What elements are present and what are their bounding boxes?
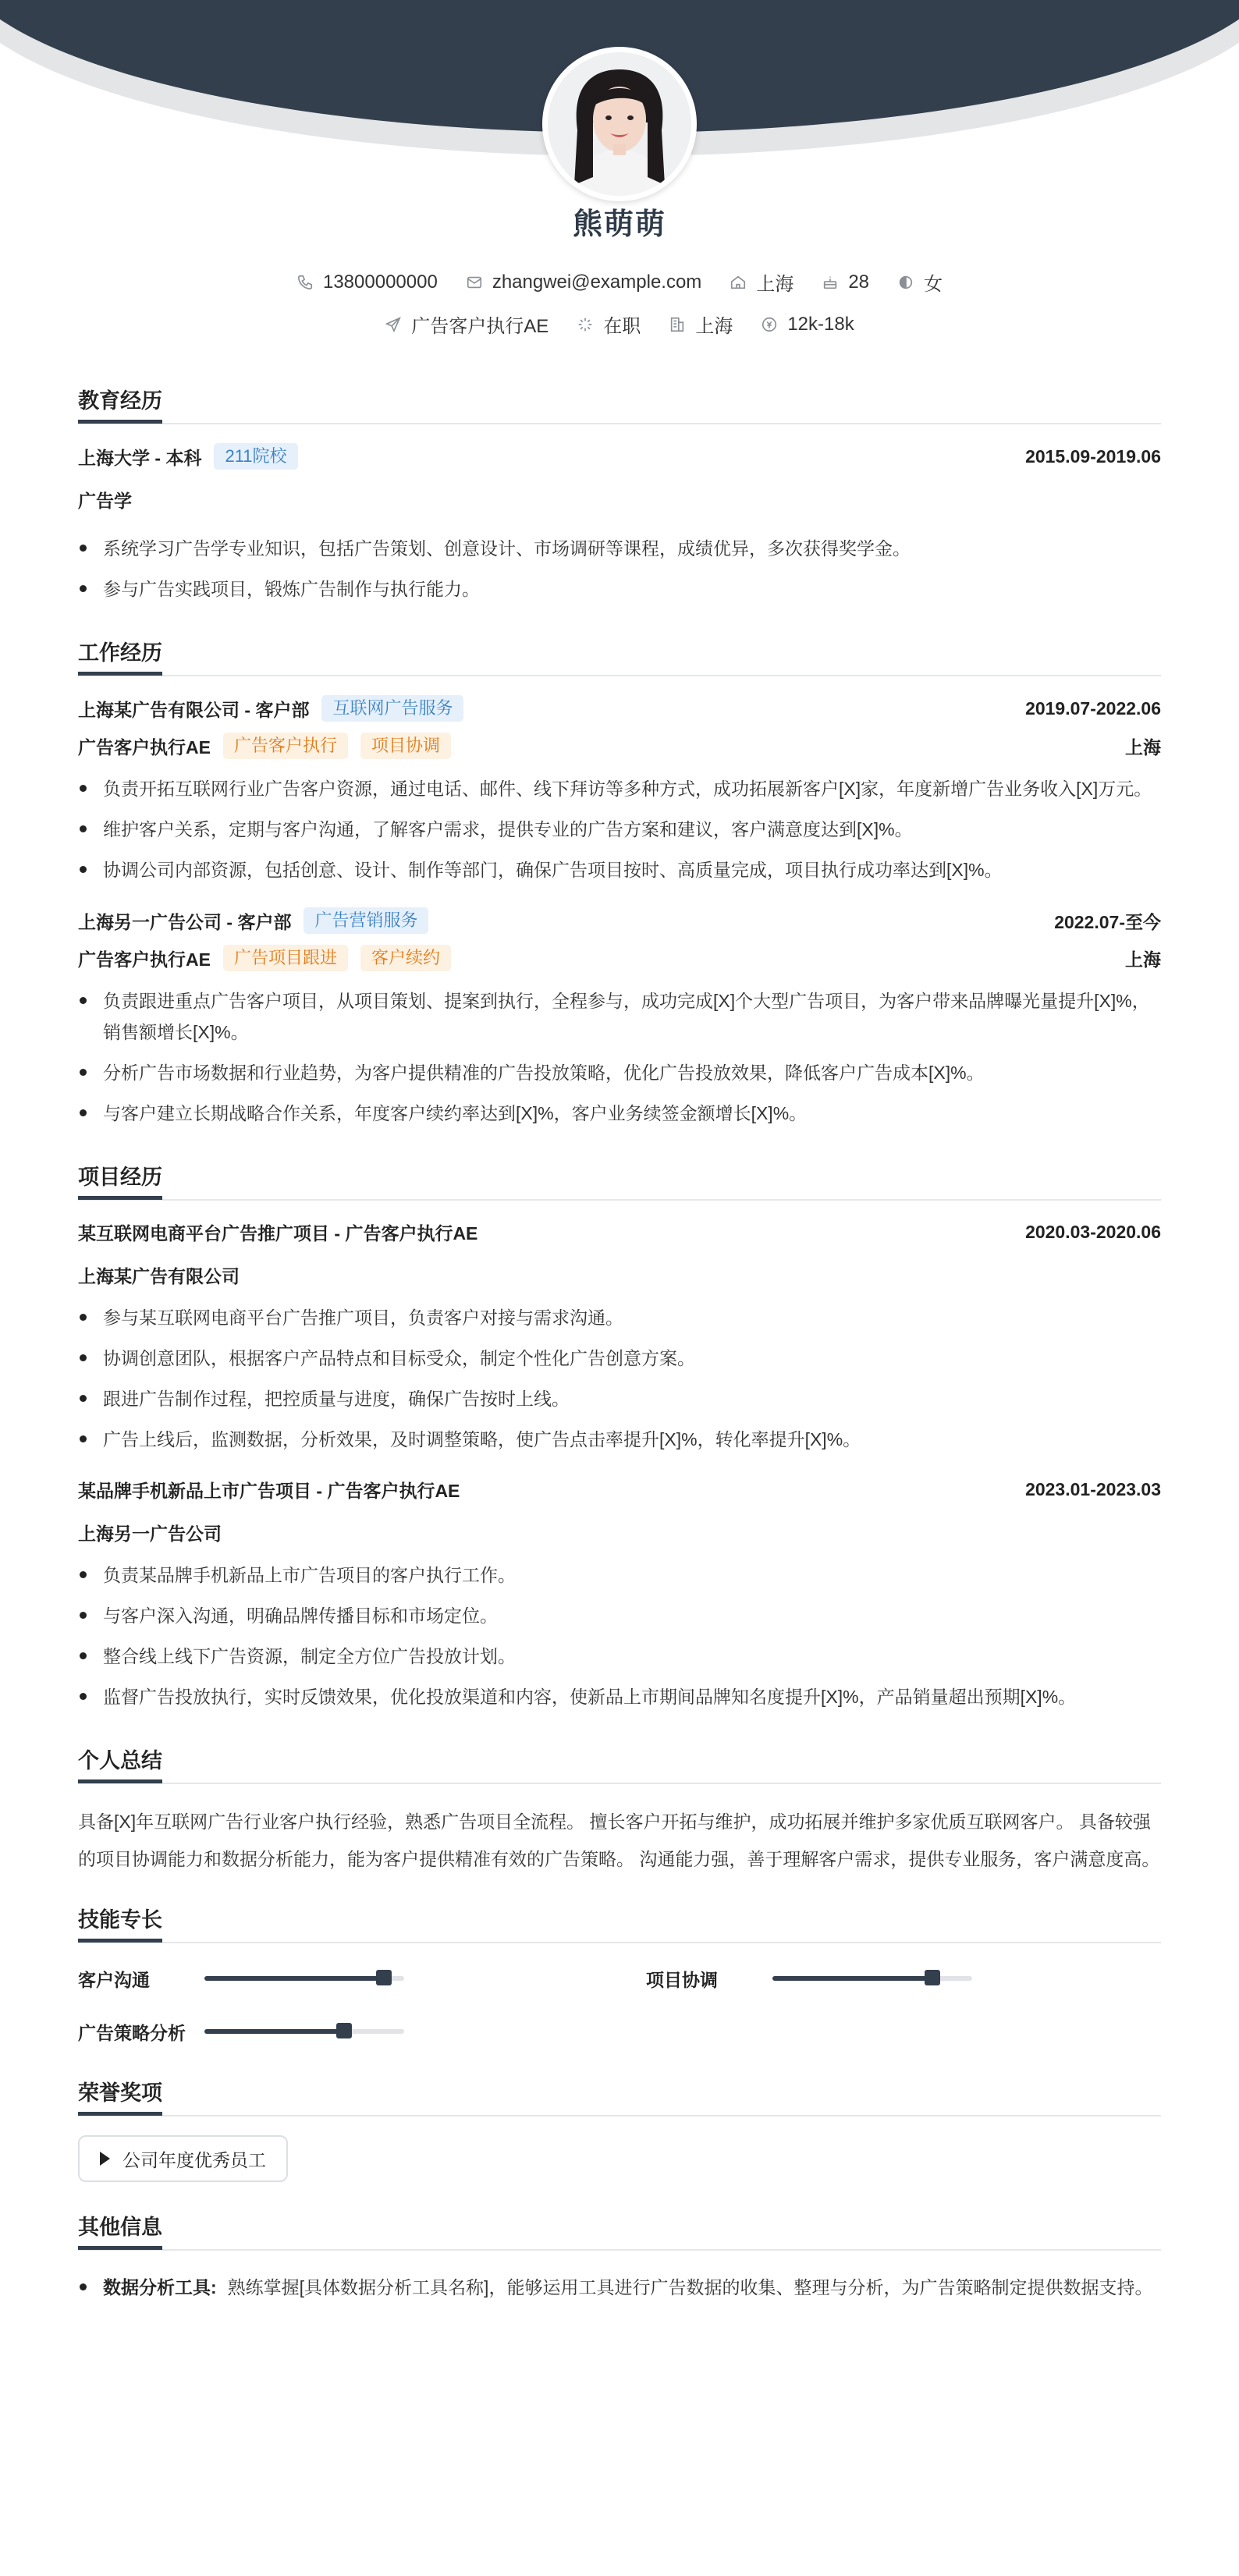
role-tag: 客户续约 (360, 945, 451, 971)
phone-icon (296, 274, 314, 291)
candidate-name: 熊萌萌 (572, 208, 666, 241)
entry-period: 2015.09-2019.06 (1025, 445, 1161, 467)
role-name: 广告客户执行AE (78, 736, 211, 758)
play-icon (100, 2152, 110, 2166)
project-entry (78, 1477, 1161, 1712)
list-item: 负责开拓互联网行业广告客户资源，通过电话、邮件、线下拜访等多种方式，成功拓展新客户[X]家，年度新增广告业务收入[X]万元。 (78, 773, 1161, 804)
skill-fill (204, 1976, 384, 1981)
list-item: 参与广告实践项目，锻炼广告制作与执行能力。 (78, 573, 1161, 605)
bullet-list (78, 1302, 1161, 1455)
award-badge (78, 2135, 288, 2182)
industry-tag: 互联网广告服务 (321, 695, 463, 722)
position-info (385, 310, 548, 338)
role-row (78, 945, 1161, 971)
position-text: 广告客户执行AE (411, 316, 549, 337)
award-text: 公司年度优秀员工 (122, 2149, 266, 2170)
status-info (577, 310, 641, 338)
skill-knob (925, 1970, 940, 1985)
awards-section (78, 2074, 1161, 2182)
location: 上海 (1125, 736, 1161, 758)
entry-period: 2023.01-2023.03 (1025, 1479, 1161, 1499)
list-item: 与客户建立长期战略合作关系，年度客户续约率达到[X]%，客户业务续签金额增长[X]%。 (78, 1098, 1161, 1129)
work-entry (78, 695, 1161, 885)
role-tag: 广告客户执行 (223, 733, 348, 759)
role-name: 广告客户执行AE (78, 949, 211, 970)
other-value: 熟练掌握[具体数据分析工具名称]，能够运用工具进行广告数据的收集、整理与分析，为广告策略制定提供数据支持。 (227, 2277, 1153, 2297)
entry-period: 2022.07-至今 (1054, 911, 1161, 932)
company-name: 上海某广告有限公司 - 客户部 (78, 699, 310, 720)
school-name: 上海大学 - 本科 (78, 447, 202, 468)
gender-info (897, 268, 943, 296)
other-list (78, 2269, 1161, 2305)
coin-icon (761, 316, 778, 333)
major: 广告学 (78, 491, 132, 511)
section-header (78, 1901, 1161, 1943)
skill-item (646, 1962, 1161, 1995)
bullet-list (78, 533, 1161, 605)
list-item: 分析广告市场数据和行业趋势，为客户提供精准的广告投放策略，优化广告投放效果，降低客户广告成本[X]%。 (78, 1057, 1161, 1088)
skill-item (78, 2015, 593, 2048)
city-info (730, 268, 793, 296)
email-info (466, 271, 702, 293)
entry-header (78, 907, 1161, 934)
target-city-text: 上海 (695, 316, 733, 337)
role-tag: 项目协调 (360, 733, 451, 759)
section-header (78, 382, 1161, 424)
section-title: 工作经历 (78, 640, 162, 676)
section-title: 其他信息 (78, 2215, 162, 2250)
age-info (822, 271, 869, 293)
location: 上海 (1125, 949, 1161, 970)
industry-tag: 广告营销服务 (304, 907, 428, 934)
cake-icon (822, 274, 839, 291)
avatar (548, 52, 691, 196)
skills-section (78, 1901, 1161, 2048)
entry-period: 2019.07-2022.06 (1025, 697, 1161, 719)
entry-period: 2020.03-2020.06 (1025, 1222, 1161, 1242)
skill-fill (204, 2029, 344, 2034)
salary-text: 12k-18k (787, 313, 854, 335)
other-section (78, 2209, 1161, 2305)
entry-header (78, 443, 1161, 470)
list-item: 参与某互联网电商平台广告推广项目，负责客户对接与需求沟通。 (78, 1302, 1161, 1333)
skill-name: 项目协调 (646, 1969, 718, 1990)
section-title: 项目经历 (78, 1165, 162, 1200)
other-key: 数据分析工具: (103, 2277, 217, 2297)
target-city-info (669, 310, 733, 338)
role-row (78, 733, 1161, 759)
section-header (78, 2209, 1161, 2251)
list-item: 协调公司内部资源，包括创意、设计、制作等部门，确保广告项目按时、高质量完成，项目执行成功率达到[X]%。 (78, 854, 1161, 885)
list-item: 广告上线后，监测数据，分析效果，及时调整策略，使广告点击率提升[X]%，转化率提升[X]%。 (78, 1424, 1161, 1455)
skill-item (78, 1962, 593, 1995)
building-icon (669, 316, 686, 333)
company-name: 上海另一广告公司 - 客户部 (78, 911, 292, 932)
section-header (78, 2074, 1161, 2117)
education-section (78, 382, 1161, 605)
section-header (78, 1158, 1161, 1201)
projects-section (78, 1158, 1161, 1712)
education-entry (78, 443, 1161, 605)
status-text: 在职 (603, 316, 641, 337)
job-intent-row (0, 310, 1239, 338)
section-title: 教育经历 (78, 389, 162, 424)
work-section (78, 634, 1161, 1129)
project-org: 上海某广告有限公司 (78, 1266, 240, 1286)
skill-name: 客户沟通 (78, 1969, 150, 1990)
list-item: 跟进广告制作过程，把控质量与进度，确保广告按时上线。 (78, 1383, 1161, 1414)
gender-text: 女 (924, 274, 943, 295)
role-tag: 广告项目跟进 (223, 945, 348, 971)
section-title: 技能专长 (78, 1907, 162, 1943)
age-text: 28 (848, 271, 870, 293)
city-text: 上海 (756, 274, 794, 295)
spinner-icon (577, 316, 594, 333)
list-item: 负责某品牌手机新品上市广告项目的客户执行工作。 (78, 1559, 1161, 1591)
salary-info (761, 314, 854, 335)
phone-info (296, 271, 438, 293)
work-entry (78, 907, 1161, 1129)
section-title: 荣誉奖项 (78, 2081, 162, 2116)
list-item: 整合线上线下广告资源，制定全方位广告投放计划。 (78, 1641, 1161, 1672)
list-item: 系统学习广告学专业知识，包括广告策划、创意设计、市场调研等课程，成绩优异，多次获得奖学金。 (78, 533, 1161, 564)
entry-header (78, 695, 1161, 722)
list-item (78, 2269, 1161, 2305)
skill-name: 广告策略分析 (78, 2022, 186, 2043)
entry-header (78, 1219, 1161, 1245)
skills-grid (78, 1962, 1161, 2048)
list-item: 协调创意团队，根据客户产品特点和目标受众，制定个性化广告创意方案。 (78, 1343, 1161, 1374)
send-icon (385, 316, 402, 333)
entry-header (78, 1477, 1161, 1503)
project-title: 某品牌手机新品上市广告项目 - 广告客户执行AE (78, 1481, 460, 1501)
list-item: 维护客户关系，定期与客户沟通，了解客户需求，提供专业的广告方案和建议，客户满意度达到[X]%。 (78, 814, 1161, 845)
project-entry (78, 1219, 1161, 1455)
skill-knob (376, 1970, 392, 1985)
avatar-frame (542, 47, 697, 201)
school-tag: 211院校 (214, 443, 297, 470)
list-item: 监督广告投放执行，实时反馈效果，优化投放渠道和内容，使新品上市期间品牌知名度提升[X]%，产品销量超出预期[X]%。 (78, 1681, 1161, 1712)
skill-bar (204, 2029, 404, 2034)
email-text: zhangwei@example.com (492, 271, 702, 293)
skill-fill (772, 1976, 932, 1981)
gender-icon (897, 274, 914, 291)
bullet-list (78, 985, 1161, 1129)
section-header (78, 634, 1161, 676)
home-icon (730, 274, 747, 291)
phone-text: 13800000000 (322, 271, 438, 293)
resume-content (78, 382, 1161, 2305)
summary-section (78, 1742, 1161, 1878)
section-title: 个人总结 (78, 1748, 162, 1783)
bullet-list (78, 773, 1161, 885)
skill-bar (772, 1976, 972, 1981)
skill-bar (204, 1976, 404, 1981)
mail-icon (466, 274, 483, 291)
contact-row (0, 268, 1239, 296)
section-header (78, 1742, 1161, 1784)
list-item: 负责跟进重点广告客户项目，从项目策划、提案到执行，全程参与，成功完成[X]个大型广告项目，为客户带来品牌曝光量提升[X]%，销售额增长[X]%。 (78, 985, 1161, 1048)
skill-knob (336, 2023, 352, 2038)
project-org: 上海另一广告公司 (78, 1524, 222, 1544)
bullet-list (78, 1559, 1161, 1712)
summary-text: 具备[X]年互联网广告行业客户执行经验，熟悉广告项目全流程。 擅长客户开拓与维护，成功拓展并维护多家优质互联网客户。 具备较强的项目协调能力和数据分析能力，能为客户提供精准有效的广告策略。 沟通能力强，善于理解客户需求，提供专业服务，客户满意度高。 (78, 1811, 1160, 1869)
project-title: 某互联网电商平台广告推广项目 - 广告客户执行AE (78, 1223, 478, 1244)
list-item: 与客户深入沟通，明确品牌传播目标和市场定位。 (78, 1600, 1161, 1631)
